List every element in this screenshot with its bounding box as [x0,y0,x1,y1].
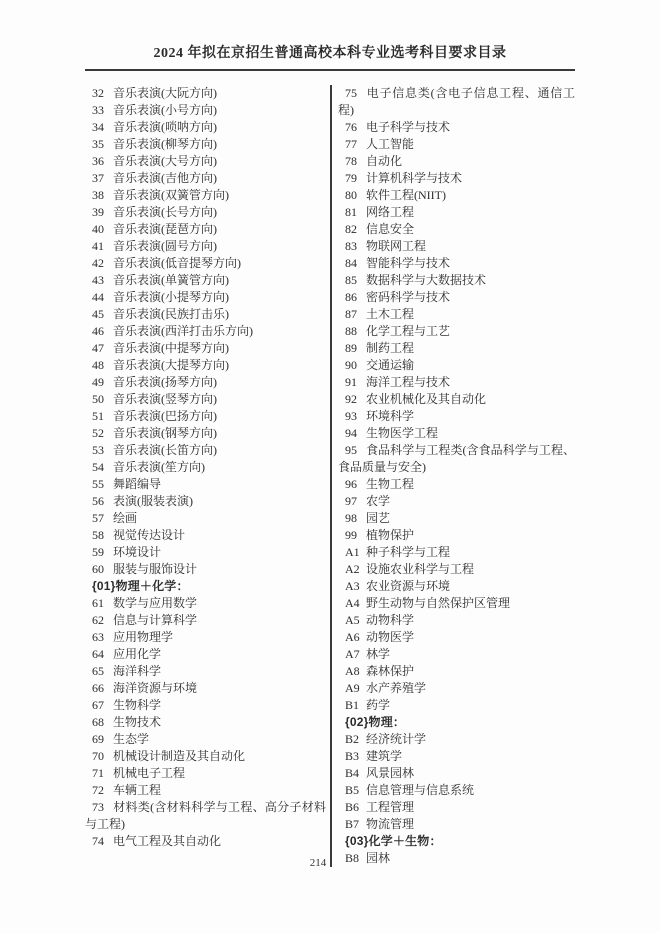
item-code: B4 [345,766,360,780]
major-item [85,697,326,714]
major-item [85,425,326,442]
section-header: {01}物理＋化学： [92,579,189,593]
major-item [85,289,326,306]
item-label: 经济统计学 [366,732,427,746]
item-code: B6 [345,800,360,814]
item-label: 音乐表演(西洋打击乐方向) [113,324,253,338]
item-code: 77 [345,137,357,151]
major-item [338,612,575,629]
item-label: 数据科学与大数据技术 [366,273,487,287]
item-code: 96 [345,477,357,491]
item-code: 66 [92,681,104,695]
major-item [85,663,326,680]
item-code: 58 [92,528,104,542]
major-item [338,425,575,442]
item-code: 89 [345,341,357,355]
item-code: 61 [92,596,104,610]
item-label: 信息管理与信息系统 [366,783,475,797]
item-label: 音乐表演(双簧管方向) [113,188,229,202]
major-item [338,255,575,272]
major-item [85,510,326,527]
major-item [338,340,575,357]
major-item [85,459,326,476]
major-item [85,170,326,187]
major-item [85,442,326,459]
major-item [85,629,326,646]
item-code: B1 [345,698,360,712]
major-item [338,629,575,646]
major-item [338,493,575,510]
item-label: 海洋资源与环境 [113,681,198,695]
item-label: 密码科学与技术 [366,290,451,304]
major-item [85,221,326,238]
item-code: 92 [345,392,357,406]
major-item [338,442,575,476]
major-item [338,85,575,119]
major-item [338,816,575,833]
item-code: 55 [92,477,104,491]
item-label: 生物技术 [113,715,162,729]
major-item [85,527,326,544]
item-label: 自动化 [366,154,403,168]
item-label: 应用物理学 [113,630,174,644]
major-item [85,102,326,119]
item-label: 服装与服饰设计 [113,562,198,576]
major-item [338,799,575,816]
major-item [338,765,575,782]
major-item [338,119,575,136]
item-label: 数学与应用数学 [113,596,198,610]
item-code: 41 [92,239,104,253]
item-label: 音乐表演(大提琴方向) [113,358,229,372]
item-label: 车辆工程 [113,783,162,797]
item-label: 表演(服装表演) [113,494,193,508]
page-content [85,42,575,867]
major-item [338,323,575,340]
item-code: 33 [92,103,104,117]
major-item [338,221,575,238]
item-label: 音乐表演(大阮方向) [113,86,217,100]
item-label: 软件工程(NIIT) [366,188,446,202]
item-code: 68 [92,715,104,729]
header-rule [85,69,575,71]
item-label: 环境科学 [366,409,415,423]
item-code: A4 [345,596,360,610]
major-item [85,782,326,799]
item-label: 农业机械化及其自动化 [366,392,487,406]
item-label: 野生动物与自然保护区管理 [366,596,511,610]
major-item [85,408,326,425]
item-label: 应用化学 [113,647,162,661]
major-item [338,204,575,221]
item-label: 信息安全 [366,222,415,236]
item-code: 80 [345,188,357,202]
item-code: 69 [92,732,104,746]
item-label: 电子科学与技术 [366,120,451,134]
major-item [338,748,575,765]
item-label: 生态学 [113,732,150,746]
page-number: 214 [309,857,327,869]
major-item [338,527,575,544]
item-code: 50 [92,392,104,406]
major-item [338,680,575,697]
item-code: 82 [345,222,357,236]
item-label: 生物工程 [366,477,415,491]
item-label: 生物医学工程 [366,426,439,440]
item-label: 植物保护 [366,528,415,542]
item-label: 材料类(含材料科学与工程、高分子材料与工程) [85,800,326,831]
major-item [85,680,326,697]
item-label: 音乐表演(中提琴方向) [113,341,229,355]
item-label: 音乐表演(民族打击乐) [113,307,229,321]
item-label: 园艺 [366,511,391,525]
item-label: 音乐表演(长号方向) [113,205,217,219]
item-label: 音乐表演(小号方向) [113,103,217,117]
item-code: A8 [345,664,360,678]
item-label: 建筑学 [366,749,403,763]
item-label: 视觉传达设计 [113,528,186,542]
item-code: 62 [92,613,104,627]
item-code: 70 [92,749,104,763]
item-code: 83 [345,239,357,253]
item-code: 94 [345,426,357,440]
major-item [85,153,326,170]
item-label: 海洋科学 [113,664,162,678]
item-code: 57 [92,511,104,525]
item-label: 交通运输 [366,358,415,372]
major-item [338,731,575,748]
item-code: 71 [92,766,104,780]
item-label: 音乐表演(钢琴方向) [113,426,217,440]
major-item [85,323,326,340]
item-code: A2 [345,562,360,576]
major-item [338,408,575,425]
major-item [338,646,575,663]
item-code: 43 [92,273,104,287]
item-label: 音乐表演(低音提琴方向) [113,256,241,270]
item-code: 49 [92,375,104,389]
major-item [85,272,326,289]
item-label: 动物医学 [366,630,415,644]
two-column-list [85,85,575,867]
item-label: 农学 [366,494,391,508]
item-label: 智能科学与技术 [366,256,451,270]
item-code: 93 [345,409,357,423]
item-code: 32 [92,86,104,100]
item-code: 87 [345,307,357,321]
item-label: 音乐表演(琵琶方向) [113,222,217,236]
item-label: 化学工程与工艺 [366,324,451,338]
item-label: 音乐表演(笙方向) [113,460,205,474]
major-item [85,493,326,510]
item-label: 音乐表演(长笛方向) [113,443,217,457]
item-code: 95 [345,443,357,457]
section-header: {03}化学＋生物： [345,834,442,848]
major-item [85,187,326,204]
major-item [85,306,326,323]
item-code: 84 [345,256,357,270]
item-code: 67 [92,698,104,712]
major-item [85,374,326,391]
item-code: 97 [345,494,357,508]
major-item [338,289,575,306]
item-label: 物联网工程 [366,239,427,253]
item-code: 98 [345,511,357,525]
major-item [338,153,575,170]
item-code: 63 [92,630,104,644]
major-item [338,510,575,527]
major-item [85,340,326,357]
major-item [85,612,326,629]
item-code: 51 [92,409,104,423]
major-item [85,357,326,374]
item-code: B3 [345,749,360,763]
major-item [85,765,326,782]
item-label: 生物科学 [113,698,162,712]
item-code: 42 [92,256,104,270]
item-code: 72 [92,783,104,797]
major-item [338,476,575,493]
major-item [85,204,326,221]
major-item [85,748,326,765]
item-label: 海洋工程与技术 [366,375,451,389]
item-code: 54 [92,460,104,474]
major-item [85,391,326,408]
item-code: 78 [345,154,357,168]
item-code: 38 [92,188,104,202]
item-code: 60 [92,562,104,576]
major-item [338,306,575,323]
major-item [338,187,575,204]
major-item [85,561,326,578]
item-label: 药学 [366,698,391,712]
item-label: 种子科学与工程 [366,545,451,559]
item-code: 73 [92,800,104,814]
major-item [338,136,575,153]
item-code: 85 [345,273,357,287]
item-code: 88 [345,324,357,338]
right-column [332,85,575,867]
item-code: 40 [92,222,104,236]
item-label: 水产养殖学 [366,681,427,695]
major-item [338,578,575,595]
major-item [85,731,326,748]
item-code: 35 [92,137,104,151]
item-code: B2 [345,732,360,746]
major-item [85,799,326,833]
major-item [338,782,575,799]
item-label: 电子信息类(含电子信息工程、通信工程) [338,86,575,117]
item-code: B5 [345,783,360,797]
item-label: 森林保护 [366,664,415,678]
item-label: 舞蹈编导 [113,477,162,491]
item-label: 机械设计制造及其自动化 [113,749,246,763]
major-item [338,561,575,578]
item-code: B7 [345,817,360,831]
item-code: B8 [345,851,360,865]
item-code: 52 [92,426,104,440]
item-code: 75 [345,86,357,100]
item-code: 81 [345,205,357,219]
item-code: 74 [92,834,104,848]
major-item [338,663,575,680]
item-code: 59 [92,545,104,559]
major-item [338,595,575,612]
item-label: 信息与计算科学 [113,613,198,627]
item-label: 计算机科学与技术 [366,171,463,185]
item-code: 99 [345,528,357,542]
item-code: 90 [345,358,357,372]
item-code: 76 [345,120,357,134]
item-code: 45 [92,307,104,321]
item-code: 46 [92,324,104,338]
item-label: 设施农业科学与工程 [366,562,475,576]
item-label: 食品科学与工程类(含食品科学与工程、食品质量与安全) [338,443,575,474]
item-label: 动物科学 [366,613,415,627]
item-code: 39 [92,205,104,219]
major-item [338,357,575,374]
item-label: 物流管理 [366,817,415,831]
major-item [85,544,326,561]
item-label: 机械电子工程 [113,766,186,780]
item-label: 音乐表演(巴扬方向) [113,409,217,423]
major-item [338,238,575,255]
item-label: 林学 [366,647,391,661]
item-code: 48 [92,358,104,372]
item-label: 音乐表演(柳琴方向) [113,137,217,151]
item-label: 音乐表演(竖琴方向) [113,392,217,406]
major-item [85,714,326,731]
item-code: 44 [92,290,104,304]
major-item [85,85,326,102]
major-item [85,238,326,255]
major-item [338,272,575,289]
major-item [85,255,326,272]
item-code: 34 [92,120,104,134]
item-code: A1 [345,545,360,559]
item-label: 工程管理 [366,800,415,814]
item-label: 音乐表演(单簧管方向) [113,273,229,287]
page-title: 2024 年拟在京招生普通高校本科专业选考科目要求目录 [153,46,507,61]
item-label: 音乐表演(吉他方向) [113,171,217,185]
major-item [85,119,326,136]
item-label: 网络工程 [366,205,415,219]
major-item [338,697,575,714]
item-label: 音乐表演(大号方向) [113,154,217,168]
item-code: 47 [92,341,104,355]
item-label: 农业资源与环境 [366,579,451,593]
item-code: A6 [345,630,360,644]
item-label: 人工智能 [366,137,415,151]
item-code: 64 [92,647,104,661]
major-item [338,374,575,391]
item-code: 91 [345,375,357,389]
item-label: 音乐表演(扬琴方向) [113,375,217,389]
item-code: 53 [92,443,104,457]
section-header: {02}物理： [345,715,406,729]
item-code: A5 [345,613,360,627]
item-label: 电气工程及其自动化 [113,834,222,848]
major-item [338,170,575,187]
item-label: 风景园林 [366,766,415,780]
major-item [338,391,575,408]
major-item [85,476,326,493]
major-item [85,595,326,612]
item-code: 37 [92,171,104,185]
item-label: 环境设计 [113,545,162,559]
item-code: 86 [345,290,357,304]
item-code: A3 [345,579,360,593]
item-label: 音乐表演(圆号方向) [113,239,217,253]
item-code: 56 [92,494,104,508]
item-code: 65 [92,664,104,678]
major-item [85,646,326,663]
item-code: 79 [345,171,357,185]
major-item [85,136,326,153]
major-item [85,833,326,850]
item-code: 36 [92,154,104,168]
item-label: 制药工程 [366,341,415,355]
major-item [338,544,575,561]
item-label: 音乐表演(唢呐方向) [113,120,217,134]
item-code: A9 [345,681,360,695]
item-label: 绘画 [113,511,138,525]
item-code: A7 [345,647,360,661]
left-column [85,85,332,867]
item-label: 音乐表演(小提琴方向) [113,290,229,304]
item-label: 土木工程 [366,307,415,321]
item-label: 园林 [366,851,391,865]
